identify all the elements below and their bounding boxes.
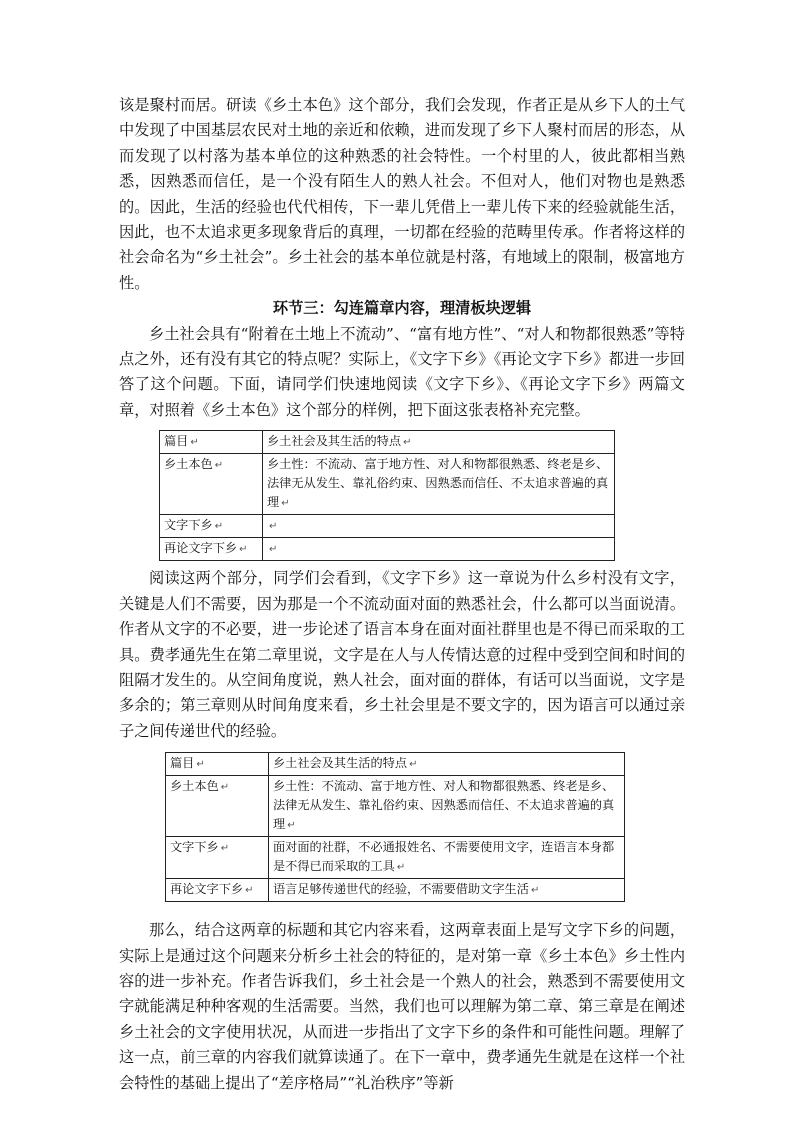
table-cell: 面对面的社群，不必通报姓名、不需要使用文字，连语言本身都是不得已而采取的工具 xyxy=(273,840,615,874)
paragraph-mark-icon: ↵ xyxy=(245,885,254,897)
table-cell: 再论文字下乡 xyxy=(170,882,244,897)
paragraph-mark-icon: ↵ xyxy=(269,544,278,556)
table-1-header xyxy=(160,431,615,454)
table-1-header-col2: 乡土社会及其生活的特点 xyxy=(267,434,402,449)
table-cell: 乡土性：不流动、富于地方性、对人和物都很熟悉、终老是乡、法律无从发生、靠礼俗约束、因熟悉而信任、不太追求普遍的真理 xyxy=(273,779,615,832)
paragraph-mark-icon: ↵ xyxy=(396,862,406,874)
section-heading: 环节三：勾连篇章内容，理清板块逻辑 xyxy=(272,299,532,318)
paragraph-mark-icon: ↵ xyxy=(214,521,224,533)
table-cell: 语言足够传递世代的经验，不需要借助文字生活 xyxy=(273,882,529,897)
table-row xyxy=(166,776,625,837)
paragraph-2: 乡土社会具有“附着在土地上不流动”、“富有地方性”、“对人和物都很熟悉”等特点之外，还有没有其它的特点呢？实际上，《文字下乡》《再论文字下乡》都进一步回答了这个问题。下面，请同学们快速地阅读《文字下乡》、《再论文字下乡》两篇文章，对照着《乡土本色》这个部分的样例，把下面这张表格补充完整。 xyxy=(119,324,685,419)
table-row xyxy=(160,538,615,561)
paragraph-4: 那么，结合这两章的标题和其它内容来看，这两章表面上是写文字下乡的问题，实际上是通过这个问题来分析乡土社会的特征的，是对第一章《乡土本色》乡土性内容的进一步补充。作者告诉我们，乡土社会是一个熟人的社会，熟悉到不需要使用文字就能满足种种客观的生活需要。当然，我们也可以理解为第二章、第三章是在阐述乡土社会的文字使用状况，从而进一步指出了文字下乡的条件和可能性问题。理解了这一点，前三章的内容我们就算读通了。在下一章中，费孝通先生就是在这样一个社会特性的基础上提出了“差序格局”“礼治秩序”等新 xyxy=(119,921,685,1092)
table-2 xyxy=(165,752,625,902)
table-2-header-col1: 篇目 xyxy=(170,756,195,771)
table-1 xyxy=(159,430,615,561)
table-1-header-col1: 篇目 xyxy=(164,434,189,449)
table-2-header-col2: 乡土社会及其生活的特点 xyxy=(273,756,408,771)
table-cell: 乡土本色 xyxy=(170,779,219,794)
paragraph-mark-icon: ↵ xyxy=(196,759,205,771)
paragraph-mark-icon: ↵ xyxy=(190,437,199,449)
paragraph-mark-icon: ↵ xyxy=(530,885,540,897)
table-cell: 文字下乡 xyxy=(170,840,219,855)
paragraph-mark-icon: ↵ xyxy=(287,820,296,832)
paragraph-3: 阅读这两个部分，同学们会看到，《文字下乡》这一章说为什么乡村没有文字，关键是人们不需要，因为那是一个不流动面对面的熟悉社会，什么都可以当面说清。作者从文字的不必要，进一步论述了语言本身在面对面社群里也是不得已而采取的工具。费孝通先生在第二章里说，文字是在人与人传情达意的过程中受到空间和时间的阻隔才发生的。从空间角度说，熟人社会，面对面的群体，有话可以当面说，文字是多余的；第三章则从时间角度来看，乡土社会里是不要文字的，因为语言可以通过亲子之间传递世代的经验。 xyxy=(119,569,685,740)
paragraph-mark-icon: ↵ xyxy=(220,843,230,855)
paragraph-mark-icon: ↵ xyxy=(403,437,412,449)
paragraph-mark-icon: ↵ xyxy=(409,759,418,771)
table-2-header xyxy=(166,753,625,776)
paragraph-mark-icon: ↵ xyxy=(281,498,290,510)
paragraph-mark-icon: ↵ xyxy=(220,782,230,794)
table-cell: 乡土性：不流动、富于地方性、对人和物都很熟悉、终老是乡、法律无从发生、靠礼俗约束、因熟悉而信任、不太追求普遍的真理 xyxy=(267,457,609,510)
document-page xyxy=(119,93,685,1096)
table-row xyxy=(160,515,615,538)
table-cell: 再论文字下乡 xyxy=(164,541,238,556)
table-row xyxy=(166,837,625,879)
table-cell: 乡土本色 xyxy=(164,457,213,472)
paragraph-mark-icon: ↵ xyxy=(269,521,278,533)
table-cell: 文字下乡 xyxy=(164,518,213,533)
paragraph-mark-icon: ↵ xyxy=(239,544,248,556)
paragraph-1: 该是聚村而居。研读《乡土本色》这个部分，我们会发现，作者正是从乡下人的土气中发现了中国基层农民对土地的亲近和依赖，进而发现了乡下人聚村而居的形态，从而发现了以村落为基本单位的这种熟悉的社会特性。一个村里的人，彼此都相当熟悉，因熟悉而信任，是一个没有陌生人的熟人社会。不但对人，他们对物也是熟悉的。因此，生活的经验也代代相传，下一辈儿凭借上一辈儿传下来的经验就能生活，因此，也不太追求更多现象背后的真理，一切都在经验的范畴里传承。作者将这样的社会命名为“乡土社会”。乡土社会的基本单位就是村落，有地域上的限制，极富地方性。 xyxy=(119,96,685,292)
paragraph-mark-icon: ↵ xyxy=(214,460,224,472)
table-row xyxy=(166,879,625,902)
table-row xyxy=(160,454,615,515)
